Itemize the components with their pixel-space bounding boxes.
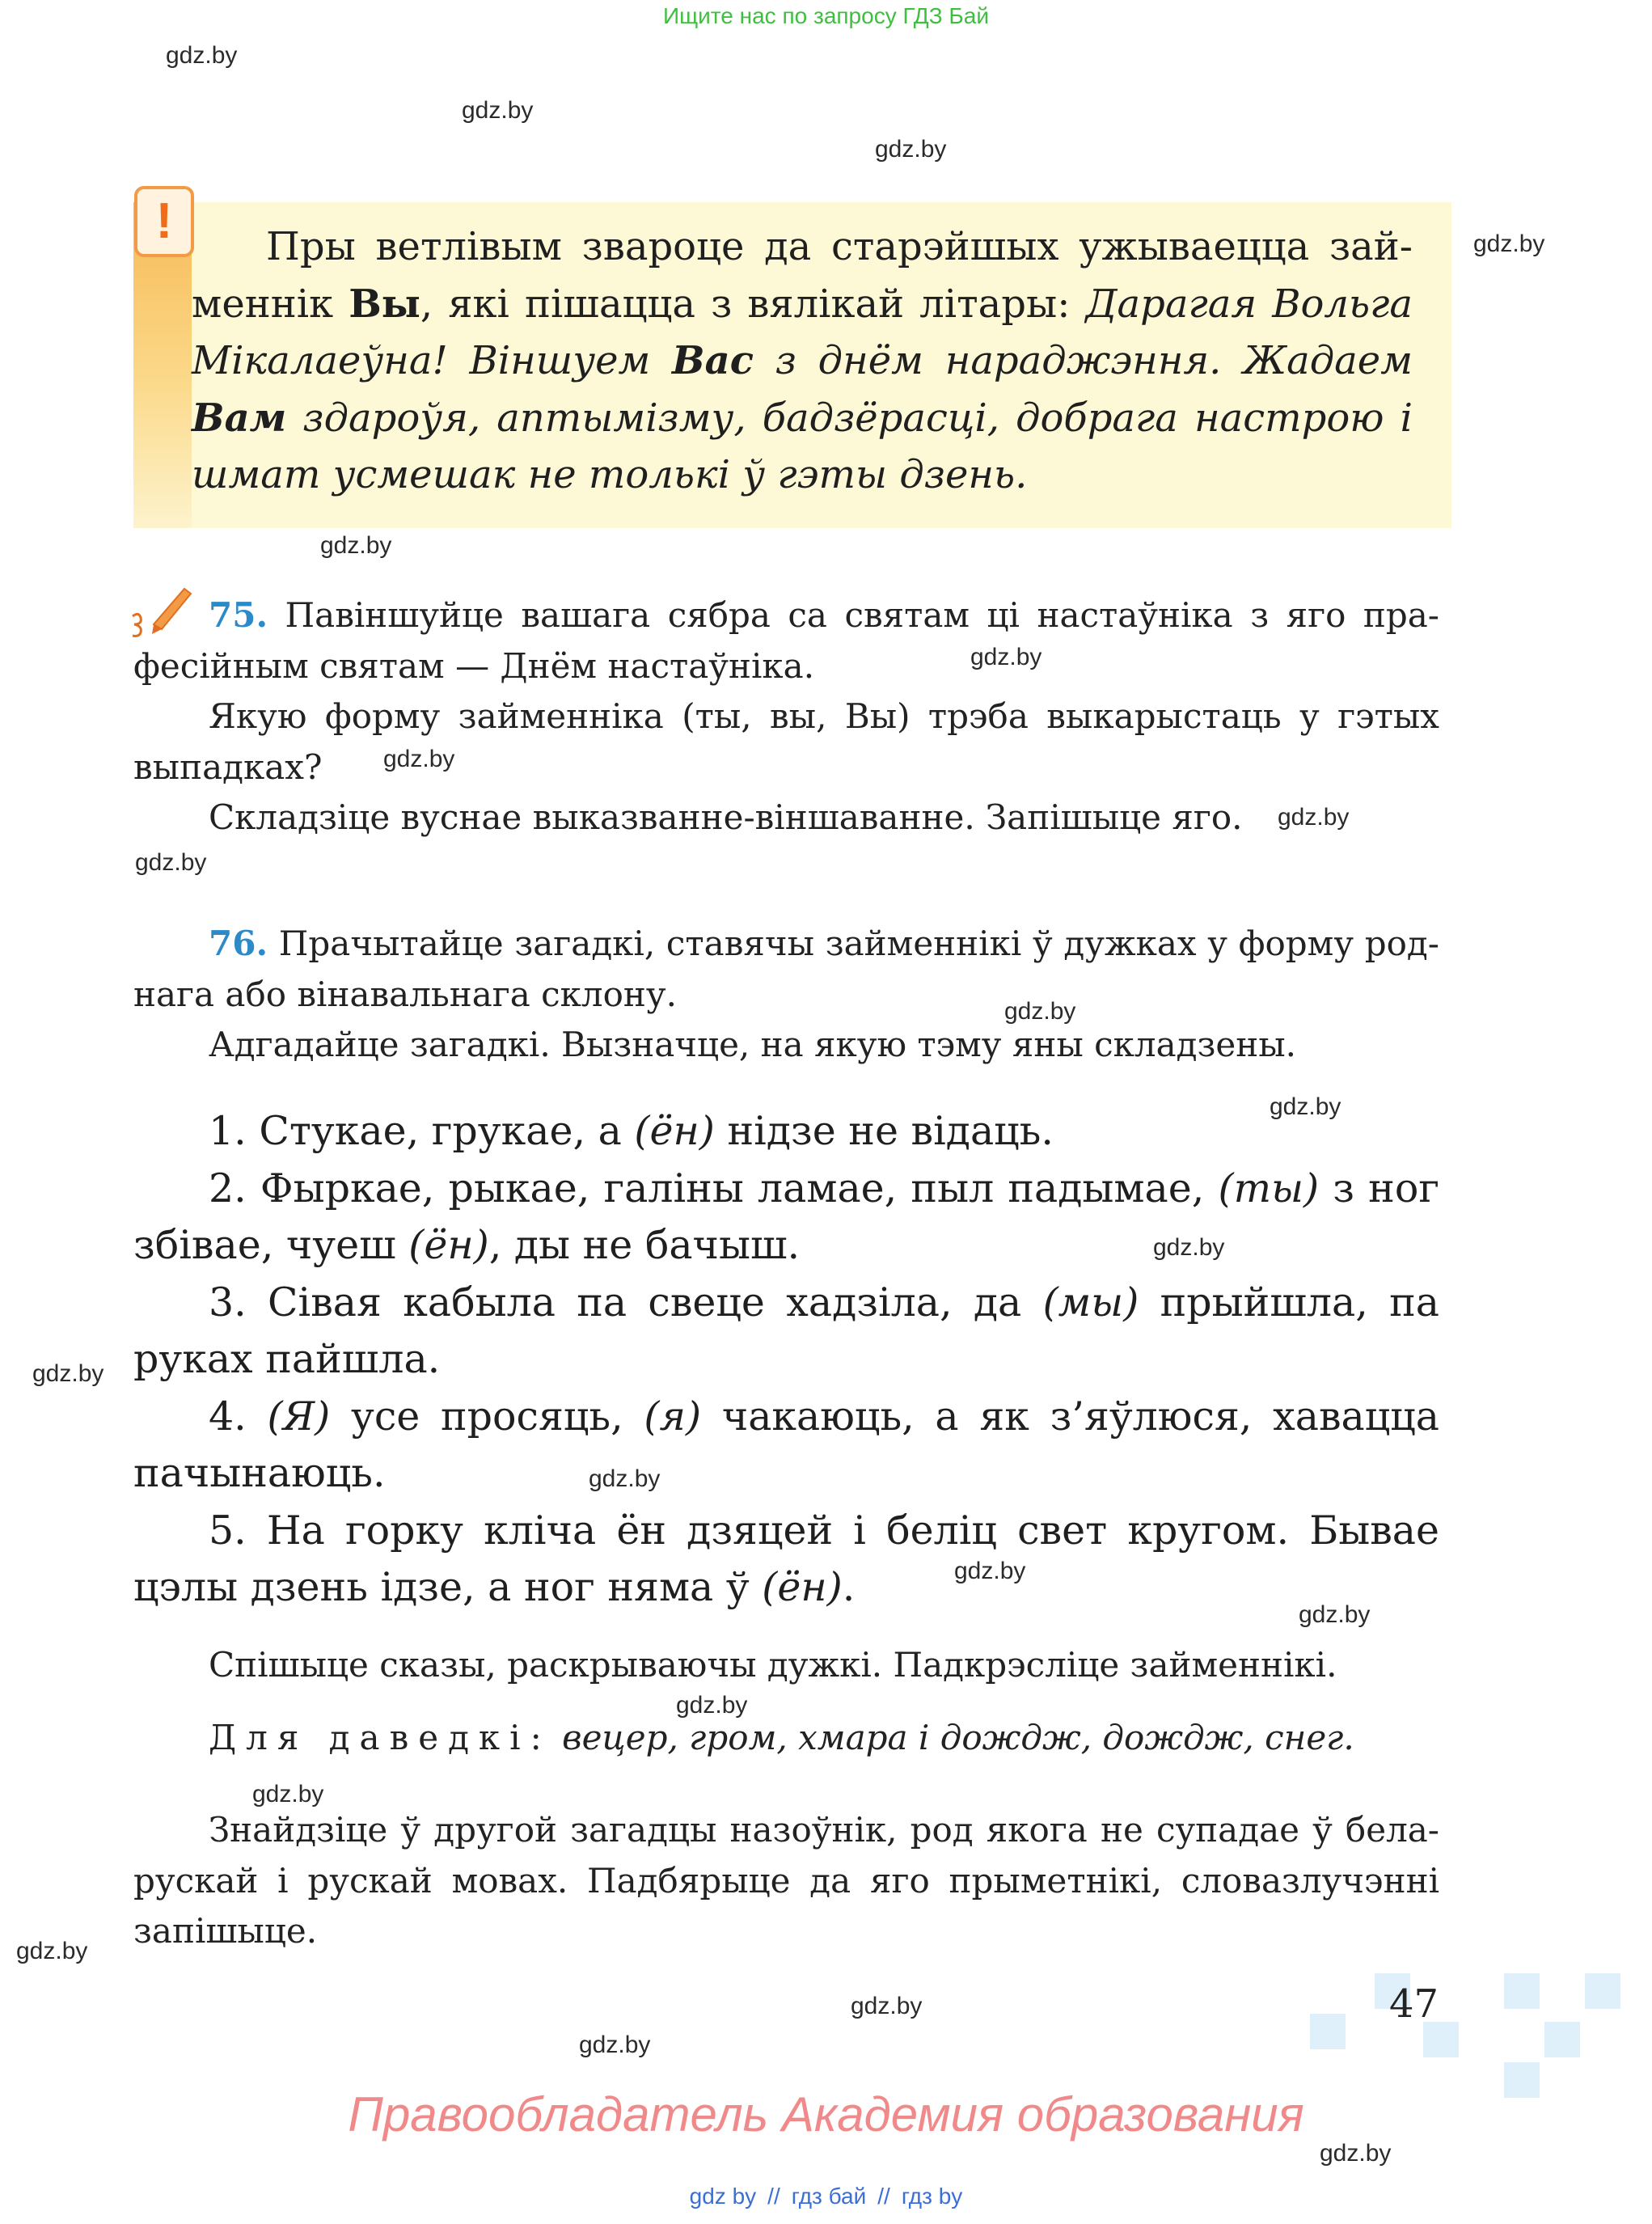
riddle-4: 4. (Я) усе просяць, (я) чакаюць, а як з’яўлюся, хавацца пачынаюць. <box>133 1393 1439 1496</box>
top-banner[interactable]: Ищите нас по запросу ГДЗ Бай <box>662 3 990 28</box>
watermark: gdz.by <box>851 1993 923 2019</box>
watermark: gdz.by <box>166 42 238 69</box>
watermark: gdz.by <box>252 1781 324 1808</box>
watermark: gdz.by <box>875 136 947 163</box>
watermark: gdz.by <box>16 1938 88 1964</box>
bottom-links <box>0 2184 1652 2209</box>
riddles-list <box>133 1103 1439 1617</box>
exercise-75-task: Складзіце вуснае выказванне-віншаванне. Запішыце яго. <box>209 797 1243 837</box>
riddle-5: 5. На горку кліча ён дзяцей і беліц свет кругом. Бывае цэлы дзень ідзе, а ног няма ў (ён). <box>133 1507 1439 1610</box>
watermark: gdz.by <box>1270 1093 1341 1120</box>
link-separator: // <box>877 2184 890 2209</box>
decor-square <box>1585 1973 1620 2009</box>
bottom-link[interactable]: gdz by <box>689 2184 757 2209</box>
watermark: gdz.by <box>383 746 455 772</box>
bottom-link[interactable]: гдз бай <box>791 2184 867 2209</box>
riddle-1: 1. Стукае, грукае, а (ён) нідзе не відаць. <box>209 1108 1054 1154</box>
watermark: gdz.by <box>1153 1234 1225 1261</box>
exercise-75-question: Якую форму займенніка (ты, вы, Вы) трэба выкарыстаць у гэтых выпадках? <box>133 696 1439 787</box>
watermark: gdz.by <box>462 97 534 124</box>
watermark: gdz.by <box>32 1360 104 1387</box>
riddle-2: 2. Фыркае, рыкае, галіны ламае, пыл падымае, (ты) з ног збівае, чуеш (ён), ды не бачыш. <box>133 1165 1439 1268</box>
exercise-76: 76. Прачытайце загадкі, ставячы займеннікі ў дужках у форму роднага або вінавальнага склону. <box>133 924 1439 1014</box>
watermark: gdz.by <box>1299 1601 1371 1628</box>
watermark: gdz.by <box>1320 2140 1392 2167</box>
watermark: gdz.by <box>589 1465 661 1492</box>
reference-words: Для даведкі: вецер, гром, хмара і дождж, дождж, снег. <box>209 1718 1354 1757</box>
watermark: gdz.by <box>1278 804 1350 831</box>
watermark: gdz.by <box>579 2032 651 2058</box>
rule-text: Пры ветлівым звароце да старэйшых ужываецца займеннік Вы, які пішацца з вялікай літары: Дарагая Вольга Мікалаеўна! Віншуем Вас з днём нараджэння. Жадаем Вам здароўя, аптымізму, бадзёрасці, добрага настрою і шмат усмешак не толькі ў гэты дзень. <box>192 224 1413 497</box>
exercise-76-task: Адгадайце загадкі. Вызначце, на якую тэму яны складзены. <box>209 1025 1297 1064</box>
exercise-75: 75. Павіншуйце вашага сябра са святам ці настаўніка з яго прафесійным святам — Днём настаўніка. <box>133 595 1439 686</box>
exclamation-icon: ! <box>134 186 194 257</box>
watermark: gdz.by <box>970 644 1042 670</box>
watermark: gdz.by <box>954 1558 1026 1584</box>
watermark: gdz.by <box>1004 998 1076 1025</box>
task-write: Спішыце сказы, раскрываючы дужкі. Падкрэсліце займеннікі. <box>209 1645 1337 1685</box>
watermark: gdz.by <box>1473 230 1545 257</box>
copyright-footer: Правообладатель Академия образования <box>348 2087 1304 2142</box>
bottom-link[interactable]: гдз by <box>901 2184 963 2209</box>
link-separator: // <box>767 2184 780 2209</box>
decor-square <box>1504 1973 1540 2009</box>
decor-square <box>1544 2022 1580 2057</box>
watermark: gdz.by <box>135 849 207 876</box>
watermark: gdz.by <box>320 532 392 559</box>
decor-square <box>1310 2014 1346 2049</box>
page-number: 47 <box>1389 1981 1439 2027</box>
task-noun: Знайдзіце ў другой загадцы назоўнік, род якога не супадае ў беларускай і рускай мовах. Падбярыце да яго прыметнікі, словазлучэнні запішыце. <box>133 1810 1439 1951</box>
decor-square <box>1423 2022 1459 2057</box>
watermark: gdz.by <box>676 1692 748 1719</box>
riddle-3: 3. Сівая кабыла па свеце хадзіла, да (мы) прыйшла, па руках пайшла. <box>133 1279 1439 1382</box>
